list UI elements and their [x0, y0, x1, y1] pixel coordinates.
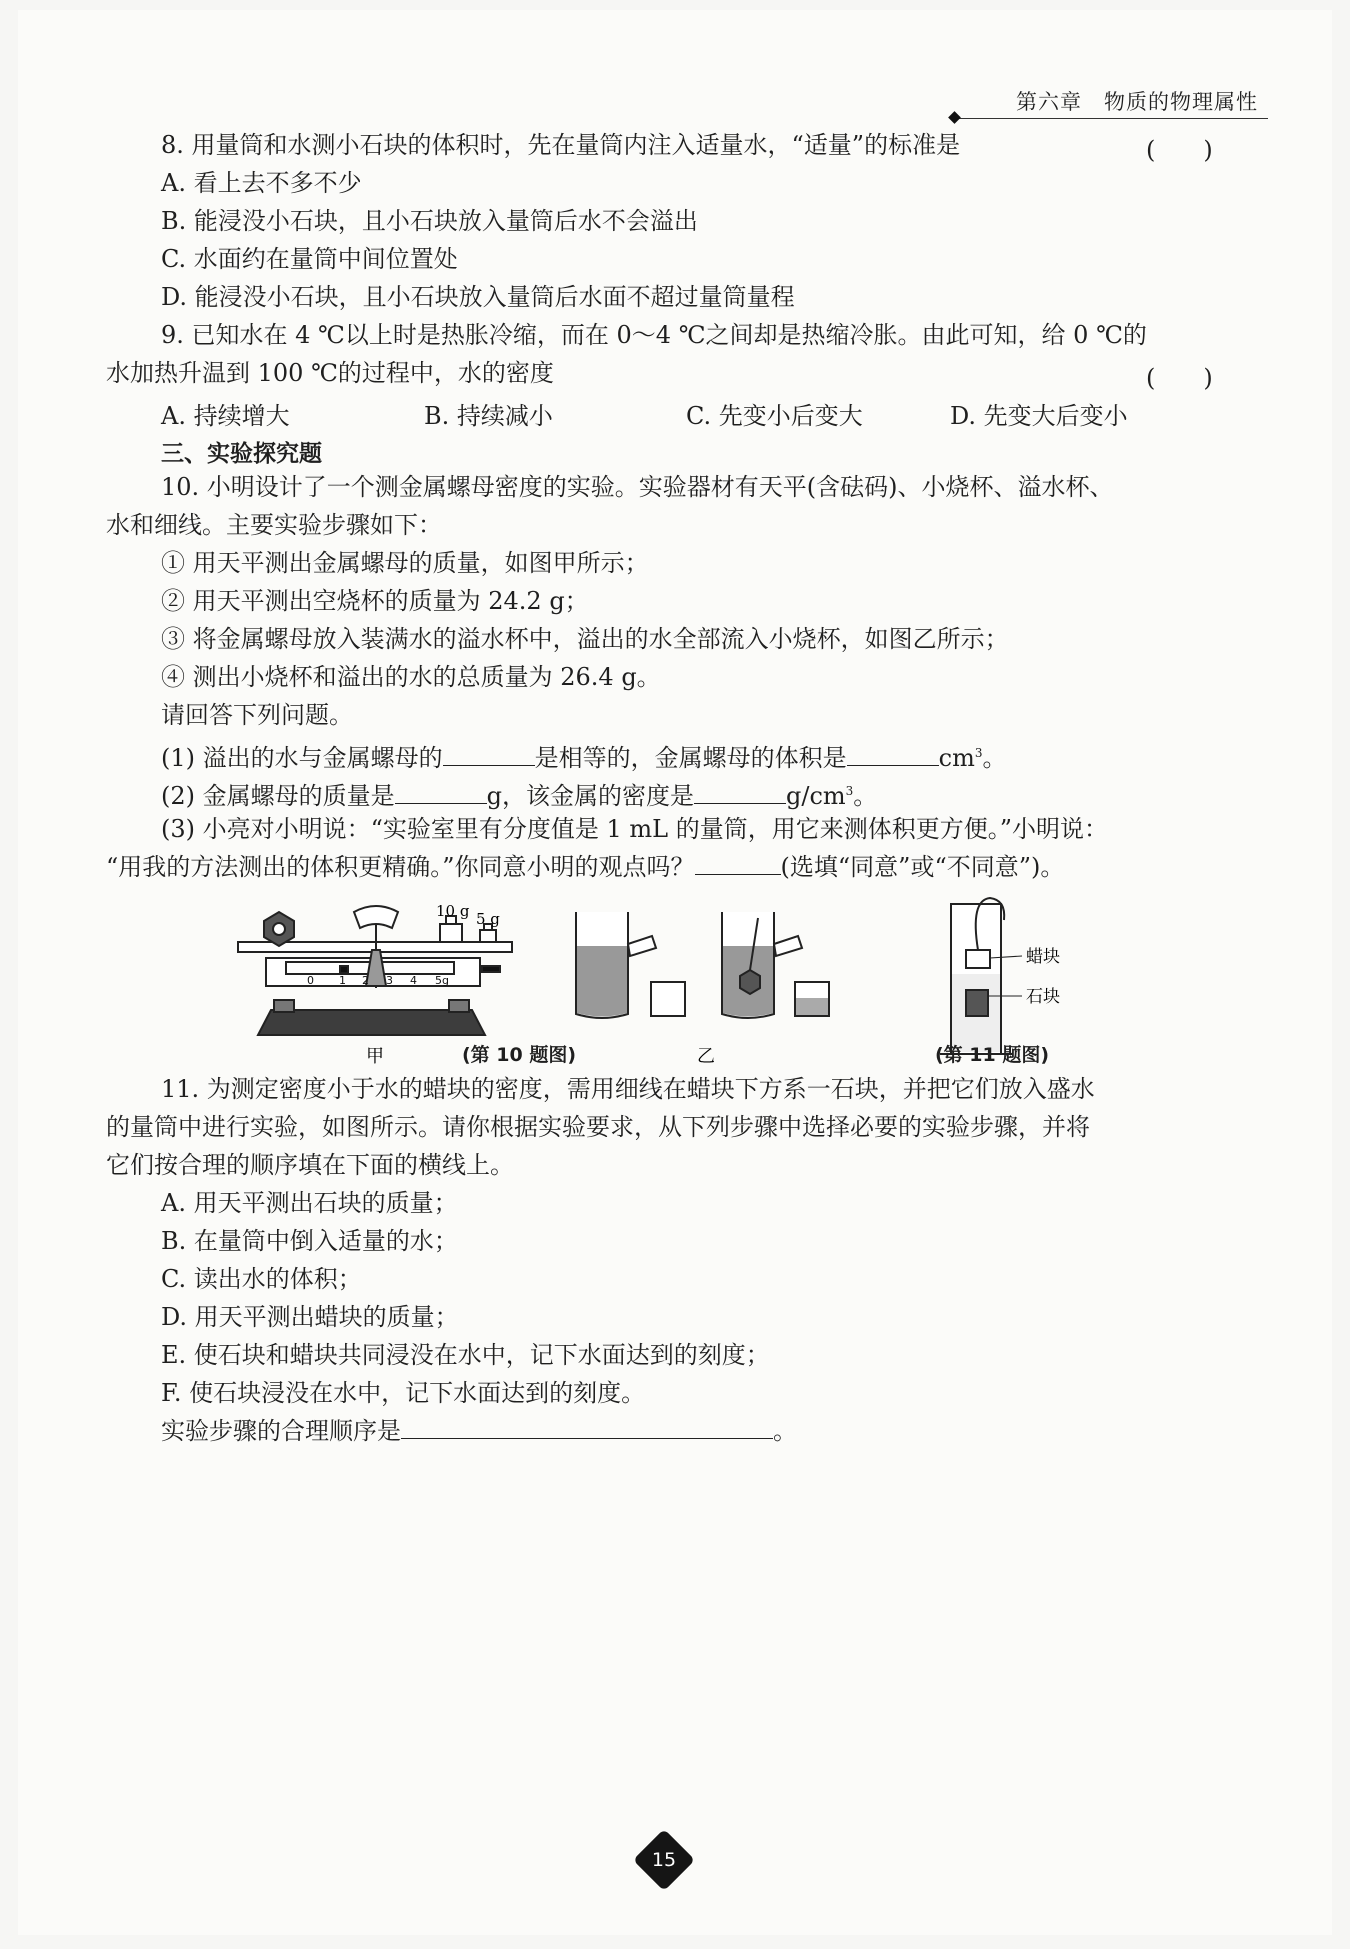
q11-option-e: E. 使石块和蜡块共同浸没在水中，记下水面达到的刻度；	[161, 1341, 770, 1369]
q10-part3-line1: (3) 小亮对小明说：“实验室里有分度值是 1 mL 的量筒，用它来测体积更方便。”小明说：	[161, 815, 1109, 843]
q11-option-a: A. 用天平测出石块的质量；	[161, 1189, 458, 1217]
q10-part1	[161, 738, 1006, 773]
q9-option-d: D. 先变大后变小	[950, 402, 1128, 430]
scale-label-1: 1	[339, 974, 346, 987]
fig10-caption: (第 10 题图)	[462, 1044, 577, 1066]
q9-stem-line2: 水加热升温到 100 ℃的过程中，水的密度	[106, 359, 554, 387]
q10-part2-end: 。	[853, 782, 878, 810]
q10-part1-end: 。	[982, 744, 1007, 772]
balance-foot-right	[449, 1000, 469, 1012]
q11-option-d: D. 用天平测出蜡块的质量；	[161, 1303, 459, 1331]
page-number-badge	[633, 1829, 695, 1891]
water-left	[577, 946, 627, 1017]
q10-part3-text: “用我的方法测出的体积更精确。”你同意小明的观点吗？	[106, 853, 695, 881]
q10-part1-text-a: (1) 溢出的水与金属螺母的	[161, 744, 443, 772]
q11-answer-blank[interactable]	[401, 1416, 773, 1439]
q11-option-c: C. 读出水的体积；	[161, 1265, 362, 1293]
q10-stem-line2: 水和细线。主要实验步骤如下：	[106, 511, 442, 539]
q10-prompt: 请回答下列问题。	[161, 701, 353, 729]
q10-part1-blank-2[interactable]	[847, 743, 939, 766]
scale-label-3: 3	[386, 974, 393, 987]
balance-dial	[354, 906, 398, 928]
q10-part2-text-b: g，该金属的密度是	[486, 782, 694, 810]
fig11-caption: (第 11 题图)	[935, 1044, 1050, 1066]
section-heading: 三、实验探究题	[161, 441, 322, 467]
q11-option-b: B. 在量筒中倒入适量的水；	[161, 1227, 458, 1255]
q10-step-4: ④ 测出小烧杯和溢出的水的总质量为 26.4 g。	[161, 663, 661, 691]
q8-option-b: B. 能浸没小石块，且小石块放入量筒后水不会溢出	[161, 207, 698, 235]
q10-part1-unit: cm	[938, 744, 975, 772]
q10-part2	[161, 776, 877, 811]
q10-step-1: ① 用天平测出金属螺母的质量，如图甲所示；	[161, 549, 649, 577]
graduated-cylinder-figure	[940, 898, 1022, 1054]
nut-hole	[273, 923, 285, 935]
q10-step-3: ③ 将金属螺母放入装满水的溢水杯中，溢出的水全部流入小烧杯，如图乙所示；	[161, 625, 1009, 653]
q8-option-d: D. 能浸没小石块，且小石块放入量筒后水面不超过量筒量程	[161, 283, 795, 311]
weight-10g-icon	[440, 924, 462, 942]
q10-part1-unit-exponent: 3	[974, 746, 983, 760]
figure-yi-label: 乙	[697, 1046, 715, 1067]
beaker-empty	[651, 982, 685, 1016]
q9-option-b: B. 持续减小	[424, 402, 553, 430]
balance-base	[258, 1010, 485, 1035]
nut-in-water	[740, 970, 760, 994]
q8-answer-paren[interactable]: ( )	[1146, 136, 1213, 164]
overflow-setup-before	[576, 912, 685, 1018]
q11-answer-end: 。	[773, 1417, 797, 1445]
q9-answer-paren[interactable]: ( )	[1146, 364, 1213, 392]
spout-right	[774, 936, 802, 956]
weight-5g-icon	[480, 930, 496, 942]
weight-10g-label: 10 g	[436, 902, 470, 920]
wax-label: 蜡块	[1026, 947, 1060, 967]
chapter-header: 第六章 物质的物理属性	[1016, 90, 1258, 114]
q10-part2-unit-exponent: 3	[845, 784, 854, 798]
scale-label-5g: 5g	[435, 974, 449, 987]
wax-block-icon	[966, 950, 990, 968]
header-rule	[958, 118, 1268, 119]
q11-answer-prefix: 实验步骤的合理顺序是	[161, 1417, 401, 1445]
figure-jia-label: 甲	[366, 1046, 384, 1067]
q9-stem-line1: 9. 已知水在 4 ℃以上时是热胀冷缩，而在 0～4 ℃之间却是热缩冷胀。由此可知，给 0 ℃的	[161, 321, 1147, 349]
scale-label-0: 0	[307, 974, 314, 987]
beaker-water	[796, 998, 828, 1015]
q11-stem-line2: 的量筒中进行实验，如图所示。请你根据实验要求，从下列步骤中选择必要的实验步骤，并将	[106, 1113, 1090, 1141]
q8-option-a: A. 看上去不多不少	[161, 169, 362, 197]
q10-part2-blank-2[interactable]	[694, 781, 786, 804]
balance-figure	[238, 906, 512, 1035]
scale-label-4: 4	[410, 974, 417, 987]
q11-stem-line3: 它们按合理的顺序填在下面的横线上。	[106, 1151, 514, 1179]
q10-part3-hint: (选填“同意”或“不同意”)。	[780, 853, 1065, 881]
q10-part3-blank[interactable]	[695, 852, 781, 875]
scale-label-2: 2	[362, 974, 369, 987]
balance-column	[366, 950, 386, 986]
q8-stem: 8. 用量筒和水测小石块的体积时，先在量筒内注入适量水，“适量”的标准是	[161, 131, 961, 159]
figures-area	[0, 890, 1350, 1090]
q10-part2-text-a: (2) 金属螺母的质量是	[161, 782, 395, 810]
stone-label: 石块	[1026, 987, 1060, 1007]
q10-stem-line1: 10. 小明设计了一个测金属螺母密度的实验。实验器材有天平(含砝码)、小烧杯、溢水杯、	[161, 473, 1114, 501]
q11-stem-line1: 11. 为测定密度小于水的蜡块的密度，需用细线在蜡块下方系一石块，并把它们放入盛水	[161, 1075, 1095, 1103]
q10-part3-line2	[106, 852, 1064, 882]
balance-rider-icon	[340, 966, 348, 973]
page-number: 15	[651, 1849, 677, 1871]
stone-block-icon	[966, 990, 988, 1016]
q10-part1-blank-1[interactable]	[443, 743, 535, 766]
q10-part2-blank-1[interactable]	[395, 781, 487, 804]
q10-step-2: ② 用天平测出空烧杯的质量为 24.2 g；	[161, 587, 589, 615]
q10-part2-unit: g/cm	[786, 782, 846, 810]
weight-5g-label: 5 g	[476, 910, 500, 928]
q8-option-c: C. 水面约在量筒中间位置处	[161, 245, 458, 273]
q11-option-f: F. 使石块浸没在水中，记下水面达到的刻度。	[161, 1379, 646, 1407]
q10-part1-text-b: 是相等的，金属螺母的体积是	[534, 744, 847, 772]
spout-left	[628, 936, 656, 956]
q9-option-a: A. 持续增大	[161, 402, 290, 430]
balance-adjust-screw	[482, 966, 500, 972]
q9-option-c: C. 先变小后变大	[686, 402, 863, 430]
q11-answer-line	[161, 1416, 797, 1446]
overflow-setup-after	[722, 912, 829, 1018]
balance-foot-left	[274, 1000, 294, 1012]
